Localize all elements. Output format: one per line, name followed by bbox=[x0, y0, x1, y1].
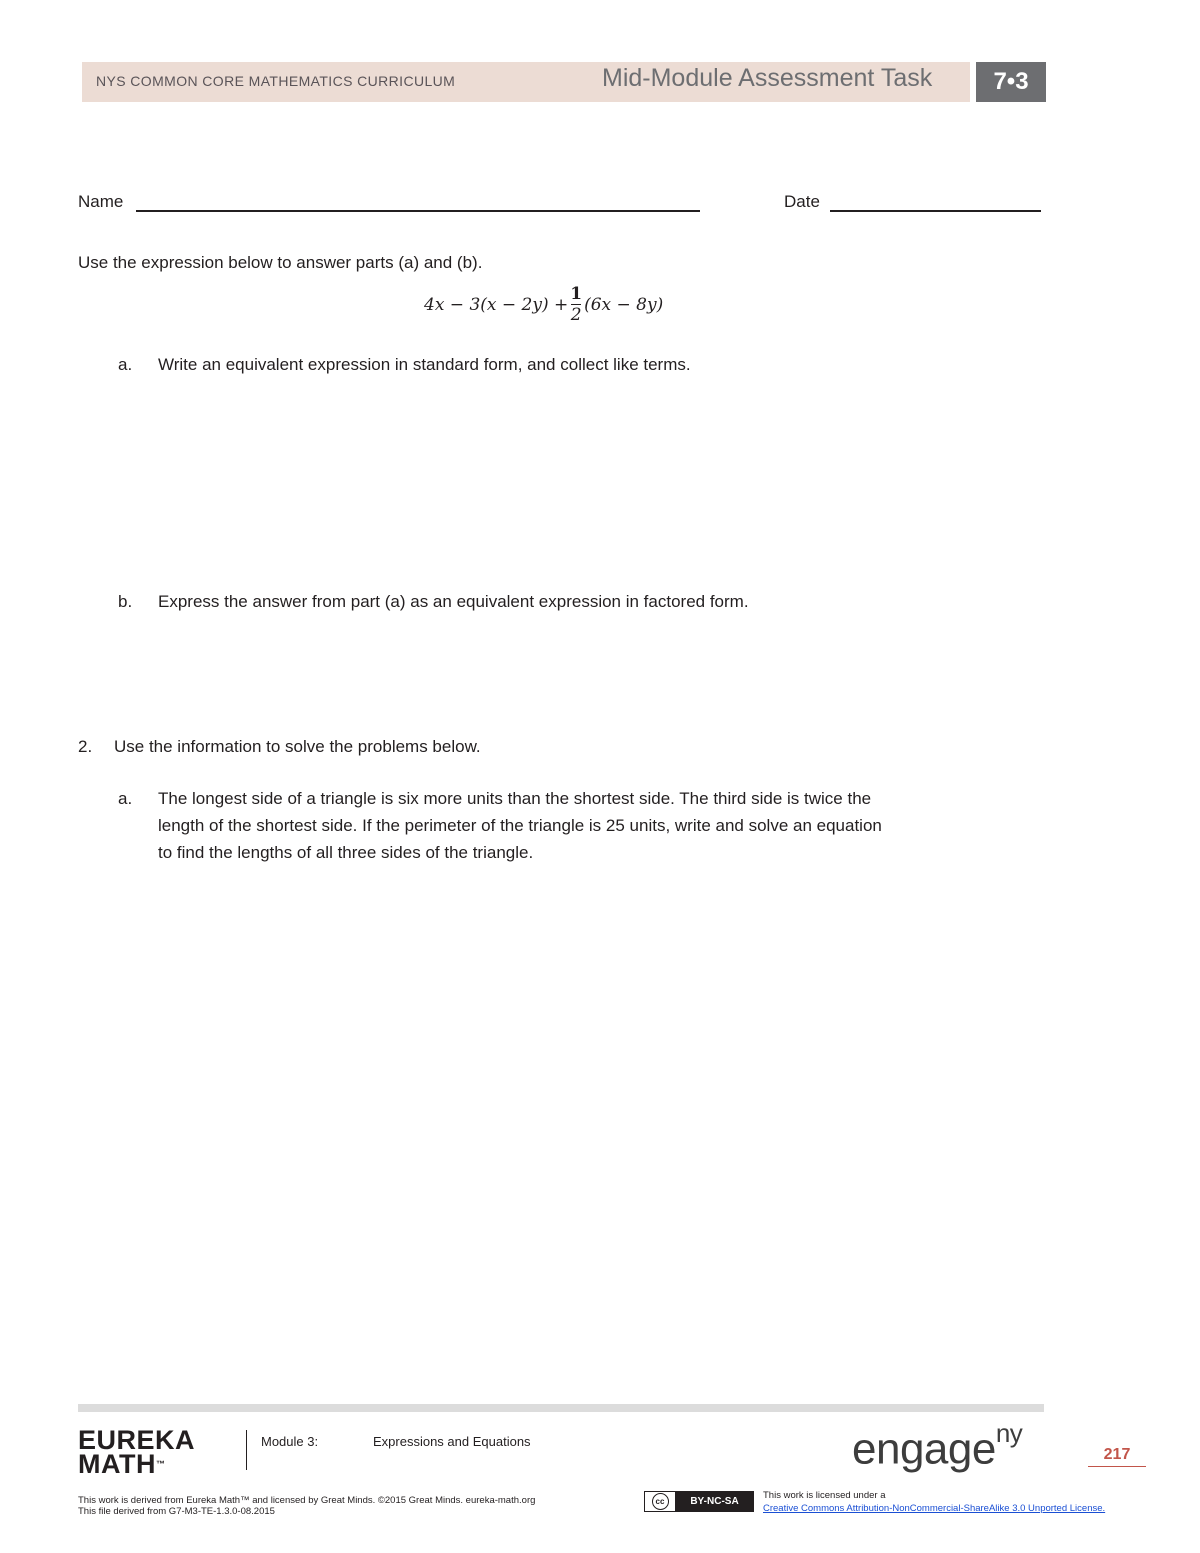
fraction-one-half bbox=[570, 286, 582, 324]
eureka-math-logo bbox=[78, 1425, 196, 1479]
problem1a-answer-area[interactable] bbox=[158, 385, 1038, 580]
name-label: Name bbox=[78, 192, 124, 211]
name-field[interactable] bbox=[136, 210, 700, 212]
cc-icon: cc bbox=[645, 1492, 676, 1511]
cc-license-badge[interactable] bbox=[644, 1491, 754, 1512]
date-field[interactable] bbox=[830, 210, 1041, 212]
license-link[interactable]: Creative Commons Attribution-NonCommercial-ShareAlike 3.0 Unported License. bbox=[763, 1503, 1106, 1514]
problem2a-answer-area[interactable] bbox=[158, 880, 1038, 1380]
problem2a-line1: The longest side of a triangle is six more units than the shortest side. The third side is twice the bbox=[158, 789, 872, 808]
grade-module-badge: 7•3 bbox=[976, 62, 1046, 102]
problem1-intro: Use the expression below to answer parts (a) and (b). bbox=[78, 253, 483, 272]
footer-rule bbox=[78, 1404, 1044, 1412]
logo-line2: MATH™ bbox=[78, 1449, 166, 1479]
logo-line1: EUREKA bbox=[78, 1425, 196, 1455]
credit-line2: This file derived from G7-M3-TE-1.3.0-08.2015 bbox=[78, 1506, 275, 1517]
engageny-logo: engage$^{ny}$ bbox=[852, 1418, 1023, 1474]
cc-terms: BY-NC-SA bbox=[676, 1492, 753, 1511]
expression-part2: (6x − 8y) bbox=[584, 295, 664, 315]
task-title: Mid-Module Assessment Task bbox=[602, 64, 933, 92]
problem1b-text: Express the answer from part (a) as an equivalent expression in factored form. bbox=[158, 592, 749, 611]
problem1a-text: Write an equivalent expression in standard form, and collect like terms. bbox=[158, 355, 691, 374]
curriculum-label: NYS COMMON CORE MATHEMATICS CURRICULUM bbox=[96, 73, 456, 89]
module-title: Expressions and Equations bbox=[373, 1434, 531, 1449]
license-intro: This work is licensed under a bbox=[763, 1490, 886, 1501]
problem2a-line3: to find the lengths of all three sides of the triangle. bbox=[158, 843, 534, 862]
module-label: Module 3: bbox=[261, 1434, 319, 1449]
credit-line1: This work is derived from Eureka Math™ and licensed by Great Minds. ©2015 Great Minds. eureka-math.org bbox=[78, 1495, 536, 1506]
fraction-denominator: 2 bbox=[570, 305, 582, 325]
date-label: Date bbox=[784, 192, 820, 211]
problem2a-label: a. bbox=[118, 789, 133, 808]
problem2a-line2: length of the shortest side. If the perimeter of the triangle is 25 units, write and solve an equation bbox=[158, 816, 882, 835]
page-number: 217 bbox=[1088, 1446, 1146, 1467]
problem1a-label: a. bbox=[118, 355, 133, 374]
problem1-expression bbox=[424, 280, 663, 330]
problem2-number: 2. bbox=[78, 737, 93, 756]
fraction-numerator: 1 bbox=[570, 284, 583, 304]
expression-part1: 4x − 3(x − 2y) + bbox=[424, 295, 569, 315]
problem1b-answer-area[interactable] bbox=[158, 622, 1038, 727]
problem1b-label: b. bbox=[118, 592, 133, 611]
footer-divider bbox=[246, 1430, 247, 1470]
problem2-intro: Use the information to solve the problems below. bbox=[114, 737, 481, 756]
